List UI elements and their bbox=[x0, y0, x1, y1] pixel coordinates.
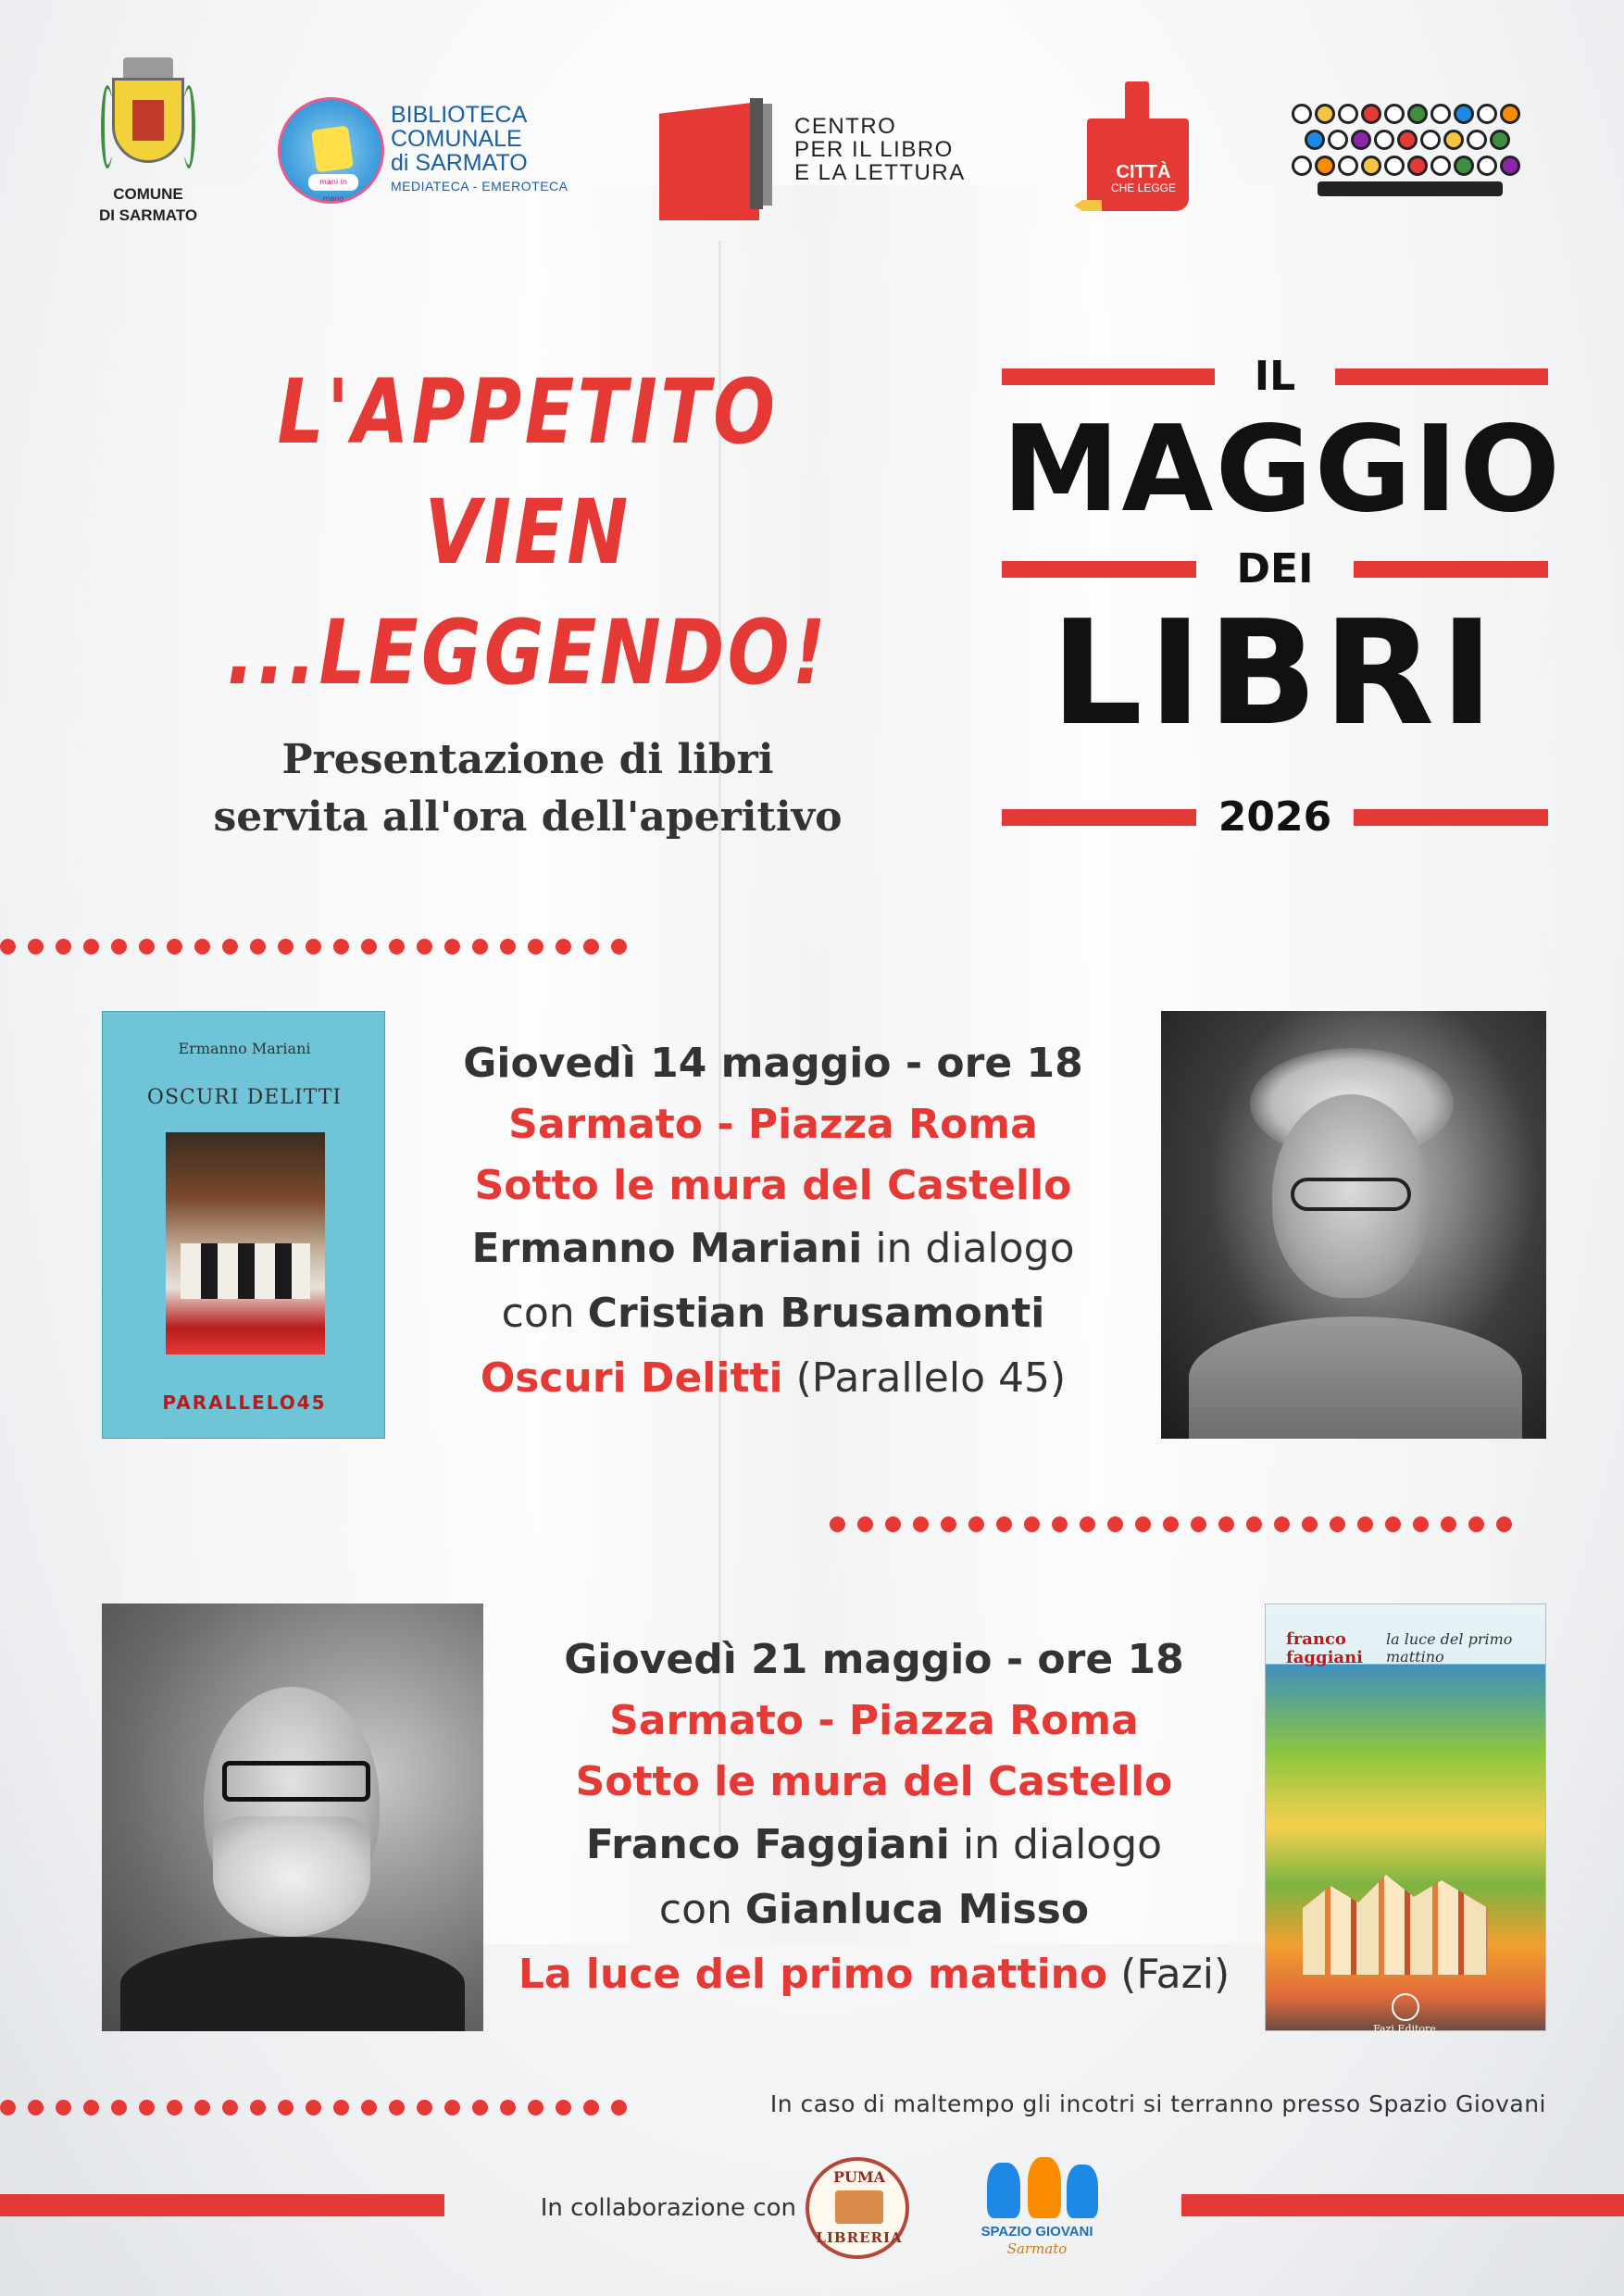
puma-line1: PUMA bbox=[832, 2168, 886, 2186]
cepell-line1: CENTRO bbox=[794, 114, 897, 139]
biblioteca-emblem-sign: mani in mano bbox=[308, 174, 358, 191]
event-book-line bbox=[400, 1346, 1146, 1411]
logo-libri: LIBRI bbox=[1050, 589, 1500, 757]
comune-label-line2: DI SARMATO bbox=[98, 206, 198, 224]
logo-bar bbox=[1354, 561, 1548, 578]
comune-sarmato-logo bbox=[74, 57, 222, 261]
event-date: Giovedì 21 maggio - ore 18 bbox=[564, 1636, 1184, 1683]
typewriter-spacebar bbox=[1318, 181, 1503, 196]
person-icon bbox=[1028, 2157, 1061, 2218]
cover-publisher: Fazi Editore bbox=[1373, 2023, 1436, 2035]
publisher-logo-icon bbox=[1392, 1993, 1419, 2021]
event-guest: Cristian Brusamonti bbox=[587, 1290, 1045, 1337]
event-book-publisher: (Parallelo 45) bbox=[795, 1354, 1067, 1402]
cepell-logo bbox=[657, 91, 1009, 225]
event-place-detail: Sotto le mura del Castello bbox=[575, 1758, 1173, 1805]
collaboration-label: In collaborazione con bbox=[540, 2194, 796, 2222]
biblioteca-line4: MEDIATECA - EMEROTECA bbox=[391, 179, 568, 193]
biblioteca-logo bbox=[278, 97, 583, 208]
logo-year: 2026 bbox=[1218, 793, 1332, 841]
cover-title: la luce del primo mattino bbox=[1386, 1630, 1513, 1666]
event-subtitle bbox=[74, 731, 981, 846]
event-author: Franco Faggiani bbox=[585, 1821, 950, 1868]
subtitle-line1: Presentazione di libri bbox=[281, 736, 774, 783]
footer-bar-left bbox=[0, 2194, 444, 2216]
event-date: Giovedì 14 maggio - ore 18 bbox=[463, 1040, 1083, 1087]
event-place-detail: Sotto le mura del Castello bbox=[474, 1162, 1072, 1209]
dotted-separator-2 bbox=[830, 1516, 1512, 1532]
event-book-title: La luce del primo mattino bbox=[518, 1951, 1108, 1998]
dotted-separator-3 bbox=[0, 2100, 627, 2115]
subtitle-line2: servita all'ora dell'aperitivo bbox=[213, 793, 843, 841]
person-icon bbox=[1067, 2165, 1098, 2218]
cover-author: franco faggiani bbox=[1286, 1629, 1364, 1667]
logo-bar bbox=[1002, 368, 1215, 385]
pencil-icon bbox=[1074, 200, 1102, 211]
cepell-line3: E LA LETTURA bbox=[794, 160, 966, 185]
comune-label-line1: COMUNE bbox=[113, 185, 183, 203]
event-author-line bbox=[500, 1813, 1248, 1878]
event-author: Ermanno Mariani bbox=[471, 1225, 863, 1272]
event-guest-line bbox=[400, 1281, 1146, 1346]
biblioteca-text bbox=[391, 103, 594, 193]
cover-village-artwork bbox=[1303, 1864, 1488, 1975]
typewriter-keys-row-2 bbox=[1305, 130, 1510, 152]
footer-bar-right bbox=[1181, 2194, 1624, 2216]
headline-line2: ...LEGGENDO! bbox=[226, 601, 830, 705]
cepell-line2: PER IL LIBRO bbox=[794, 137, 954, 162]
glasses-icon bbox=[222, 1761, 370, 1802]
coat-of-arms-icon bbox=[105, 57, 192, 174]
logo-bar bbox=[1354, 809, 1548, 826]
glasses-icon bbox=[1291, 1178, 1411, 1211]
puma-line2: LIBRERIA bbox=[816, 2229, 903, 2246]
typewriter-keys-row-3 bbox=[1292, 156, 1520, 178]
biblioteca-line3: di SARMATO bbox=[391, 150, 528, 176]
maggio-dei-libri-logo bbox=[1002, 352, 1562, 852]
cover-publisher: PARALLELO45 bbox=[162, 1391, 327, 1414]
logo-maggio: MAGGIO bbox=[1002, 401, 1562, 539]
puma-libreria-logo bbox=[804, 2157, 915, 2259]
cepell-text bbox=[794, 115, 1007, 184]
cover-author: Ermanno Mariani bbox=[178, 1040, 311, 1057]
event-place: Sarmato - Piazza Roma bbox=[609, 1697, 1139, 1744]
event-book-title: Oscuri Delitti bbox=[480, 1354, 783, 1402]
event-in-dialogo: in dialogo bbox=[962, 1821, 1163, 1868]
author-photo-franco-faggiani bbox=[102, 1603, 483, 2031]
logo-bar bbox=[1002, 561, 1196, 578]
biblioteca-line2: COMUNALE bbox=[391, 126, 522, 152]
event-headline bbox=[83, 352, 972, 713]
logo-dei: DEI bbox=[1236, 545, 1314, 593]
event-guest-line bbox=[500, 1878, 1248, 1942]
event-book-publisher: (Fazi) bbox=[1120, 1951, 1230, 1998]
biblioteca-emblem-icon bbox=[278, 97, 384, 204]
headline-line1: L'APPETITO VIEN bbox=[277, 360, 779, 584]
event-place: Sarmato - Piazza Roma bbox=[508, 1101, 1038, 1148]
officine-gutenberg-logo bbox=[1292, 104, 1546, 206]
cepell-book-icon bbox=[657, 91, 778, 220]
comune-label bbox=[74, 183, 222, 226]
book-icon bbox=[835, 2190, 883, 2224]
citta-line2: CHE LEGGE bbox=[1110, 181, 1177, 194]
spazio-giovani-logo bbox=[963, 2157, 1111, 2261]
spazio-line2: Sarmato bbox=[1006, 2240, 1068, 2257]
citta-che-legge-logo bbox=[1074, 81, 1199, 230]
event-guest: Gianluca Misso bbox=[744, 1886, 1090, 1933]
person-icon bbox=[987, 2163, 1020, 2218]
cover-arches bbox=[181, 1243, 310, 1299]
event-1-details bbox=[400, 1033, 1146, 1411]
event-author-line bbox=[400, 1217, 1146, 1281]
logo-bar bbox=[1002, 809, 1196, 826]
event-book-line bbox=[500, 1942, 1248, 2007]
event-2-details bbox=[500, 1629, 1248, 2007]
author-photo-ermanno-mariani bbox=[1161, 1011, 1546, 1439]
book-cover-la-luce-del-primo-mattino bbox=[1265, 1603, 1546, 2035]
dotted-separator-1 bbox=[0, 939, 627, 955]
citta-line1: CITTÀ bbox=[1116, 162, 1171, 182]
cover-title: OSCURI DELITTI bbox=[146, 1086, 343, 1109]
spazio-line1: SPAZIO GIOVANI bbox=[981, 2224, 1093, 2240]
biblioteca-line1: BIBLIOTECA bbox=[391, 102, 528, 128]
typewriter-keys-row-1 bbox=[1292, 104, 1520, 126]
book-cover-oscuri-delitti bbox=[102, 1011, 385, 1439]
weather-note: In caso di maltempo gli incotri si terranno presso Spazio Giovani bbox=[769, 2090, 1546, 2117]
logo-bar bbox=[1335, 368, 1548, 385]
event-con: con bbox=[658, 1886, 732, 1933]
logo-il: IL bbox=[1254, 353, 1296, 400]
event-in-dialogo: in dialogo bbox=[875, 1225, 1075, 1272]
event-con: con bbox=[501, 1290, 575, 1337]
